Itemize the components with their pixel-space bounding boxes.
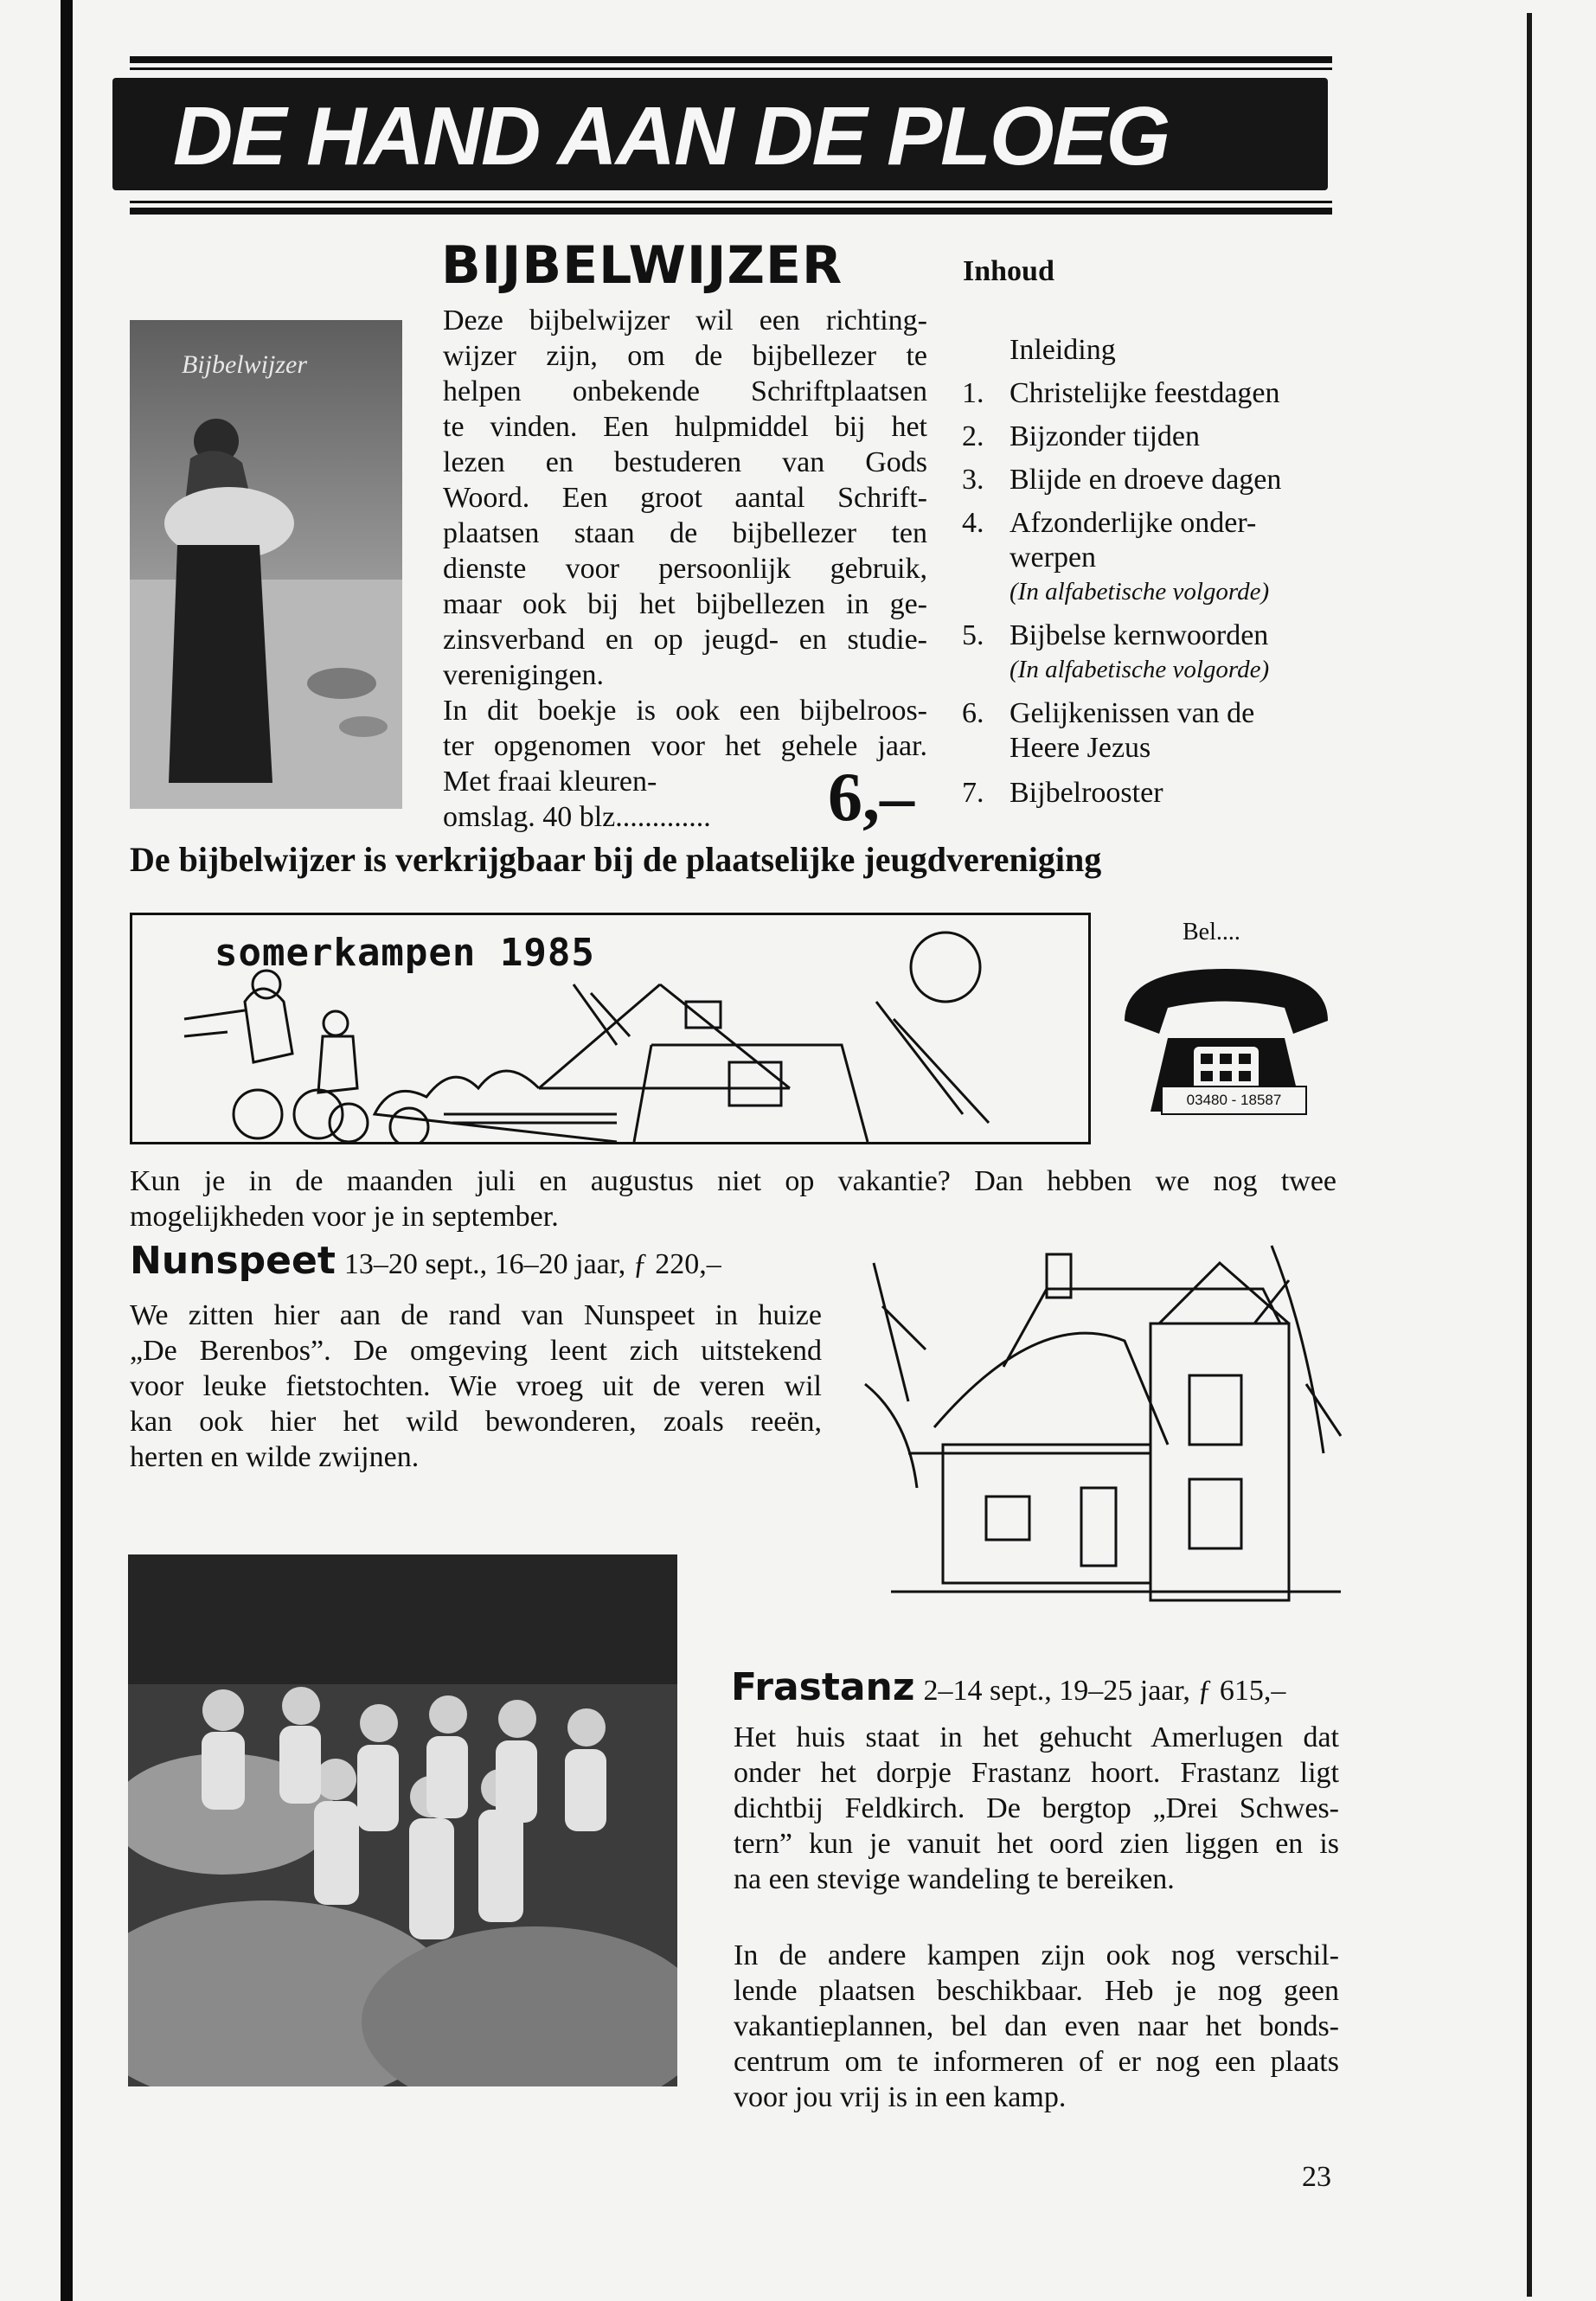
- intro-paragraph: [130, 1163, 1336, 1234]
- bw-line-3: helpen onbekende Schriftplaatsen: [443, 375, 927, 407]
- bw-line-7: plaatsen staan de bijbellezer ten: [443, 517, 927, 549]
- toc-text-6b: Heere Jezus: [1010, 732, 1151, 764]
- toc-note-4: (In alfabetische volgorde): [1010, 578, 1270, 606]
- banner-bottom-rule: [130, 208, 1332, 215]
- toc-num-5: 5.: [962, 619, 984, 651]
- closing-line-5: voor jou vrij is in een kamp.: [734, 2081, 1067, 2113]
- nunspeet-name: Nunspeet: [130, 1239, 336, 1283]
- page-number: 23: [1302, 2161, 1331, 2193]
- intro-line-1: Kun je in de maanden juli en augustus niet op vakantie? Dan hebben we nog twee: [130, 1165, 1336, 1197]
- frastanz-heading: [731, 1665, 1285, 1709]
- banner-title: DE HAND AAN DE PLOEG: [173, 90, 1170, 183]
- bijbelwijzer-description: [443, 303, 927, 835]
- nunspeet-description: [130, 1298, 822, 1475]
- nunspeet-line-3: voor leuke fietstochten. Wie vroeg uit de veren wil: [130, 1370, 822, 1402]
- toc-num-1: 1.: [962, 377, 984, 409]
- toc-text-4b: werpen: [1010, 542, 1097, 574]
- banner-bottom-rule-thin: [130, 201, 1332, 203]
- toc-item-2: [962, 420, 1381, 454]
- toc-item-6: [962, 696, 1381, 766]
- bw-line-9: maar ook bij het bijbellezen in ge-: [443, 588, 927, 620]
- frastanz-description: [734, 1720, 1339, 1897]
- toc-intro: Inleiding: [1010, 334, 1116, 366]
- closing-line-4: centrum om te informeren of er nog een plaats: [734, 2046, 1339, 2078]
- toc-text-4a: Afzonderlijke onder-: [1010, 507, 1257, 539]
- intro-line-2: mogelijkheden voor je in september.: [130, 1201, 559, 1233]
- bw-line-15: omslag. 40 blz..: [443, 801, 631, 833]
- cover-illustration: [130, 320, 402, 809]
- banner-top-rule-thin: [130, 67, 1332, 70]
- bw-line-2: wijzer zijn, om de bijbellezer te: [443, 340, 927, 372]
- frastanz-line-1: Het huis staat in het gehucht Amerlugen dat: [734, 1721, 1339, 1753]
- frastanz-line-3: dichtbij Feldkirch. De bergtop „Drei Schwes-: [734, 1792, 1339, 1824]
- toc-item-1: [962, 376, 1381, 411]
- nunspeet-line-2: „De Berenbos”. De omgeving leent zich uitstekend: [130, 1335, 822, 1367]
- nunspeet-heading: [130, 1239, 721, 1283]
- bw-line-12: In dit boekje is ook een bijbelroos-: [443, 695, 927, 727]
- bw-line-13: ter opgenomen voor het gehele jaar.: [443, 730, 927, 762]
- toc-num-3: 3.: [962, 464, 984, 496]
- house-drawing: [856, 1228, 1349, 1626]
- bw-line-1: Deze bijbelwijzer wil een richting-: [443, 304, 927, 336]
- frastanz-line-4: tern” kun je vanuit het oord zien liggen en is: [734, 1828, 1339, 1860]
- phone-number: 03480 - 18587: [1161, 1086, 1307, 1115]
- toc-item-3: [962, 463, 1381, 497]
- price: 6,–: [828, 760, 914, 836]
- toc-text-2: Bijzonder tijden: [1010, 420, 1201, 452]
- nunspeet-details: 13–20 sept., 16–20 jaar, ƒ 220,–: [343, 1248, 721, 1280]
- banner-top-rule: [130, 56, 1332, 63]
- bw-line-6: Woord. Een groot aantal Schrift-: [443, 482, 927, 514]
- bijbelwijzer-heading: BIJBELWIJZER: [441, 235, 843, 296]
- toc-num-7: 7.: [962, 777, 984, 809]
- left-margin-bar: [61, 0, 73, 2301]
- bw-line-4: te vinden. Een hulpmiddel bij het: [443, 411, 927, 443]
- toc-item-5: [962, 619, 1381, 686]
- right-margin-bar: [1527, 13, 1532, 2297]
- bw-line-8: dienste voor persoonlijk gebruik,: [443, 553, 927, 585]
- toc-num-4: 4.: [962, 507, 984, 539]
- closing-paragraph: [734, 1938, 1339, 2115]
- toc-item-4: [962, 506, 1381, 608]
- closing-line-3: vakantieplannen, bel dan even naar het bonds-: [734, 2010, 1339, 2042]
- zomerkampen-drawing: [132, 915, 1088, 1142]
- bw-line-14: Met fraai kleuren-: [443, 766, 657, 798]
- toc-note-5: (In alfabetische volgorde): [1010, 656, 1270, 683]
- zomerkampen-banner: [130, 913, 1091, 1144]
- bijbelwijzer-cover-image: [130, 320, 402, 809]
- toc-num-6: 6.: [962, 697, 984, 729]
- group-photo: [128, 1554, 677, 2086]
- price-leader-dots: ...........: [630, 801, 711, 833]
- inhoud-heading: Inhoud: [963, 255, 1054, 287]
- cover-script-title: Bijbelwijzer: [182, 350, 307, 379]
- house-sketch: [856, 1228, 1349, 1626]
- frastanz-name: Frastanz: [731, 1665, 915, 1709]
- toc-text-7: Bijbelrooster: [1010, 777, 1163, 809]
- nunspeet-line-1: We zitten hier aan de rand van Nunspeet in huize: [130, 1299, 822, 1331]
- availability-note: De bijbelwijzer is verkrijgbaar bij de plaatselijke jeugdvereniging: [130, 840, 1102, 879]
- toc-num-2: 2.: [962, 420, 984, 452]
- closing-line-2: lende plaatsen beschikbaar. Heb je nog geen: [734, 1975, 1339, 2007]
- bw-line-10: zinsverband en op jeugd- en studie-: [443, 624, 927, 656]
- banner: [112, 78, 1328, 190]
- zomerkampen-title: somerkampen 1985: [215, 931, 595, 975]
- frastanz-line-5: na een stevige wandeling te bereiken.: [734, 1863, 1175, 1895]
- bel-label: Bel....: [1183, 919, 1240, 945]
- bw-line-11: verenigingen.: [443, 659, 604, 691]
- nunspeet-line-5: herten en wilde zwijnen.: [130, 1441, 420, 1473]
- toc-item-7: [962, 776, 1381, 811]
- toc-text-6a: Gelijkenissen van de: [1010, 697, 1255, 729]
- frastanz-line-2: onder het dorpje Frastanz hoort. Frastanz ligt: [734, 1757, 1339, 1789]
- nunspeet-line-4: kan ook hier het wild bewonderen, zoals reeën,: [130, 1406, 822, 1438]
- closing-line-1: In de andere kampen zijn ook nog verschil-: [734, 1939, 1339, 1971]
- toc-text-5: Bijbelse kernwoorden: [1010, 619, 1269, 651]
- frastanz-details: 2–14 sept., 19–25 jaar, ƒ 615,–: [923, 1675, 1286, 1707]
- inhoud-list: [962, 333, 1390, 817]
- group-photo-illustration: [128, 1554, 677, 2086]
- bw-line-5: lezen en bestuderen van Gods: [443, 446, 927, 478]
- toc-text-3: Blijde en droeve dagen: [1010, 464, 1282, 496]
- toc-text-1: Christelijke feestdagen: [1010, 377, 1280, 409]
